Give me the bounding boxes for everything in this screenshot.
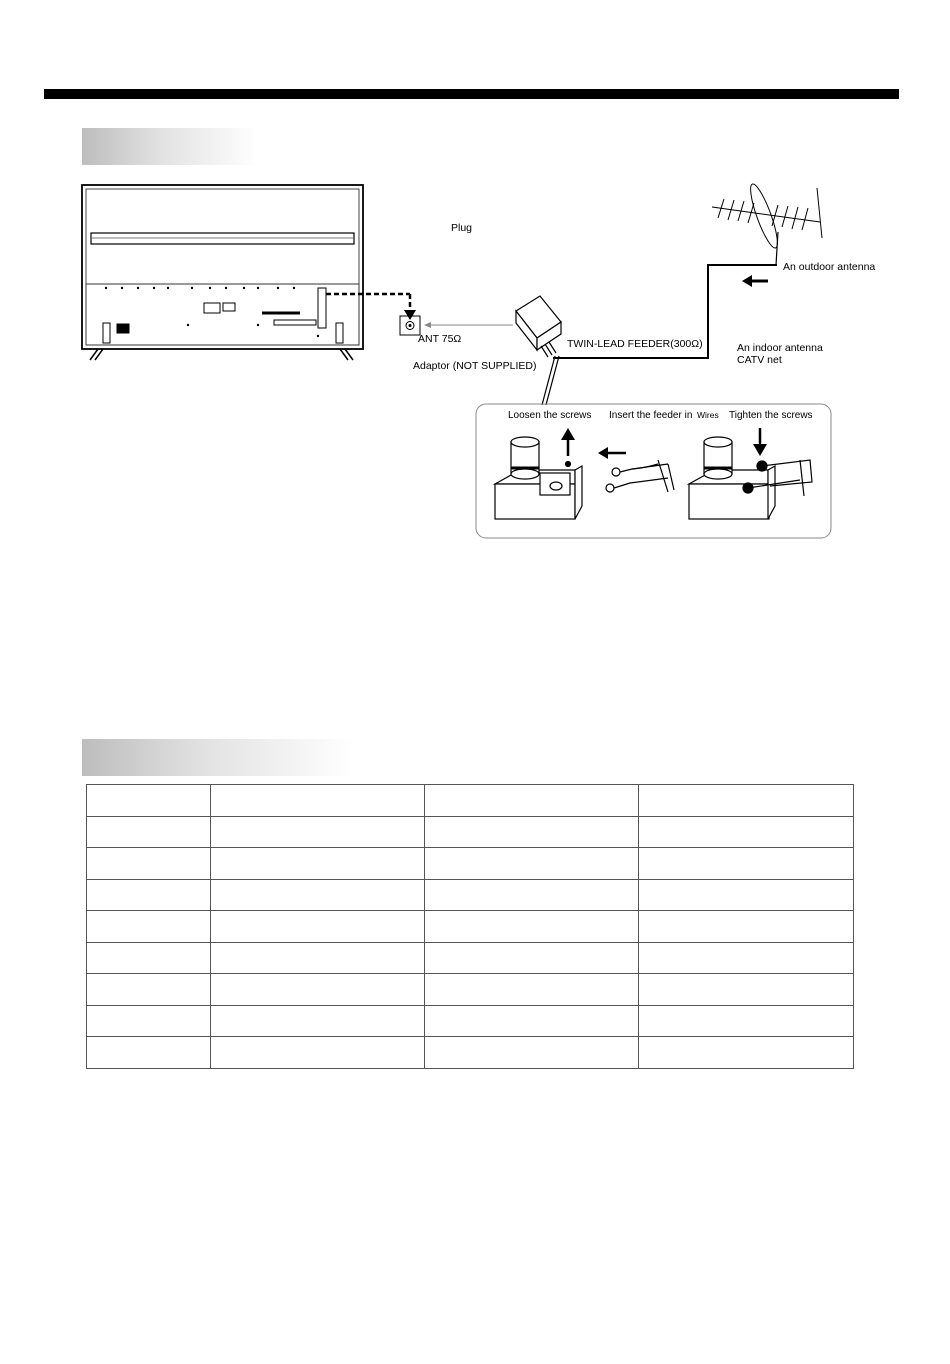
twin-lead-feeder-line (542, 265, 777, 405)
table-cell (87, 942, 211, 974)
table-cell (211, 848, 425, 880)
terminal-block-tighten (689, 437, 812, 519)
tighten-down-arrow (753, 428, 767, 456)
table-row (87, 816, 854, 848)
table-cell (639, 974, 854, 1006)
adaptor-illustration (516, 296, 561, 357)
table-cell (425, 816, 639, 848)
table-cell (87, 974, 211, 1006)
loosen-up-arrow (561, 428, 575, 456)
table-cell (639, 785, 854, 817)
catv-label: CATV net (737, 354, 782, 366)
indoor-antenna-label: An indoor antenna (737, 342, 823, 354)
table-cell (211, 816, 425, 848)
table-cell (87, 911, 211, 943)
table-cell (639, 942, 854, 974)
table-cell (211, 942, 425, 974)
table-cell (425, 942, 639, 974)
table-cell (425, 879, 639, 911)
tv-back-illustration (82, 185, 363, 360)
table-row (87, 879, 854, 911)
outdoor-antenna-label: An outdoor antenna (783, 261, 876, 273)
insert-left-arrow (598, 447, 626, 459)
table-cell (87, 816, 211, 848)
table-row (87, 785, 854, 817)
ant-port-label: ANT 75Ω (418, 333, 462, 345)
feeder-wires-illustration (606, 460, 674, 492)
loosen-label: Loosen the screws (508, 410, 592, 421)
table-cell (639, 1005, 854, 1037)
table-cell (87, 1037, 211, 1069)
table-row (87, 911, 854, 943)
table-cell (211, 974, 425, 1006)
table-cell (211, 911, 425, 943)
table-cell (211, 879, 425, 911)
table-cell (425, 1005, 639, 1037)
table-cell (639, 848, 854, 880)
section-header-table (82, 739, 354, 776)
table-cell (211, 1037, 425, 1069)
table-cell (87, 879, 211, 911)
outdoor-antenna-icon (712, 182, 822, 265)
adaptor-label: Adaptor (NOT SUPPLIED) (413, 360, 537, 372)
table-cell (425, 1037, 639, 1069)
table-cell (639, 816, 854, 848)
feeder-direction-arrow (742, 275, 768, 287)
table-cell (87, 848, 211, 880)
table-cell (639, 911, 854, 943)
table-cell (425, 785, 639, 817)
table-row (87, 974, 854, 1006)
table-cell (211, 1005, 425, 1037)
adaptor-arrow (424, 322, 513, 328)
table-cell (639, 879, 854, 911)
insert-label: Insert the feeder in (609, 410, 693, 421)
table-cell (425, 911, 639, 943)
table-row (87, 848, 854, 880)
twin-lead-label: TWIN-LEAD FEEDER(300Ω) (567, 338, 703, 350)
table-row (87, 1037, 854, 1069)
table-cell (425, 848, 639, 880)
table-cell (425, 974, 639, 1006)
data-table (86, 784, 854, 1069)
table-row (87, 1005, 854, 1037)
table-cell (87, 785, 211, 817)
table-row (87, 942, 854, 974)
tighten-label: Tighten the screws (729, 410, 813, 421)
table-cell (87, 1005, 211, 1037)
wires-label: Wires (697, 410, 719, 420)
plug-label: Plug (451, 222, 473, 234)
table-cell (211, 785, 425, 817)
table-cell (639, 1037, 854, 1069)
